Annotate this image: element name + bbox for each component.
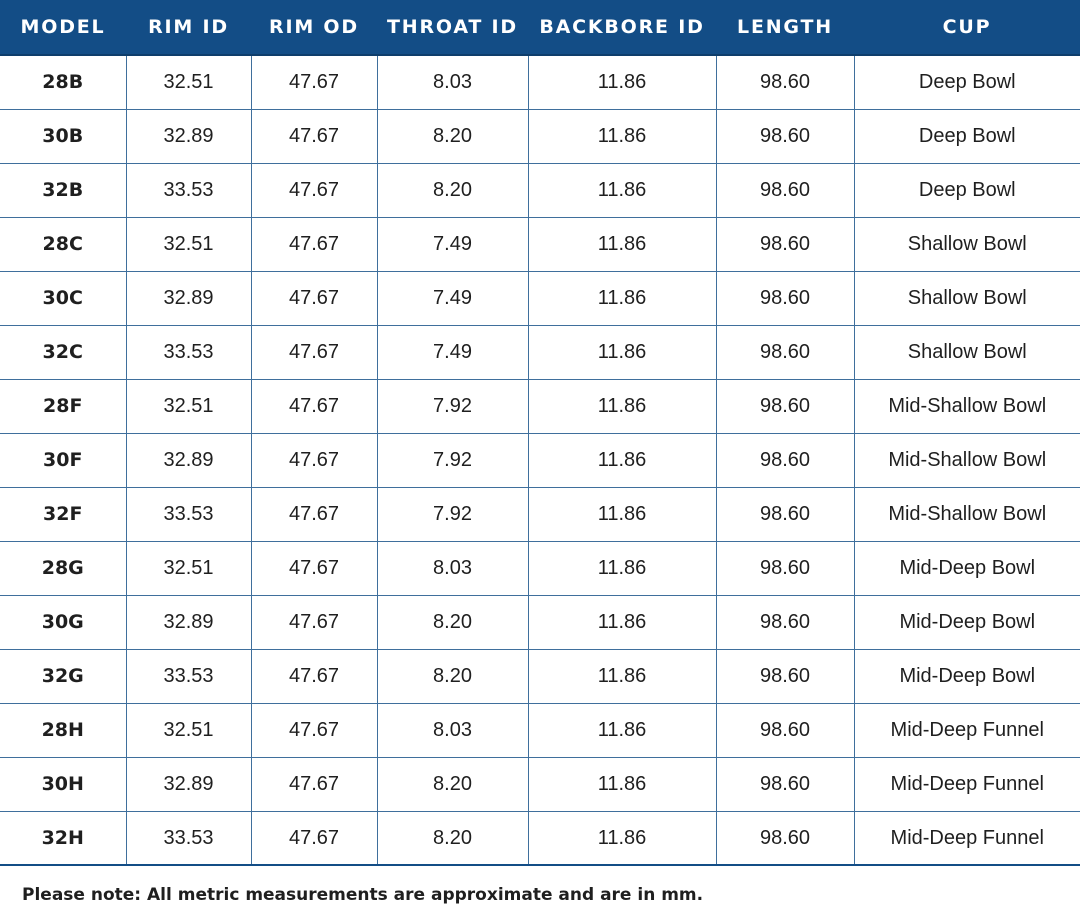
model-cell: 32G — [0, 649, 126, 703]
backbore-id-cell: 11.86 — [528, 541, 716, 595]
length-cell: 98.60 — [716, 757, 854, 811]
cup-cell: Mid-Deep Funnel — [854, 811, 1080, 865]
cup-cell: Mid-Deep Funnel — [854, 757, 1080, 811]
rim-od-cell: 47.67 — [251, 703, 377, 757]
cup-cell: Deep Bowl — [854, 55, 1080, 109]
model-cell: 30C — [0, 271, 126, 325]
backbore-id-cell: 11.86 — [528, 649, 716, 703]
rim-od-cell: 47.67 — [251, 541, 377, 595]
backbore-id-cell: 11.86 — [528, 379, 716, 433]
length-cell: 98.60 — [716, 163, 854, 217]
backbore-id-cell: 11.86 — [528, 109, 716, 163]
cup-cell: Mid-Deep Bowl — [854, 541, 1080, 595]
length-cell: 98.60 — [716, 217, 854, 271]
header-backbore-id: BACKBORE ID — [528, 0, 716, 55]
rim-id-cell: 33.53 — [126, 811, 251, 865]
throat-id-cell: 8.03 — [377, 703, 528, 757]
throat-id-cell: 7.49 — [377, 271, 528, 325]
length-cell: 98.60 — [716, 703, 854, 757]
cup-cell: Mid-Deep Bowl — [854, 649, 1080, 703]
cup-cell: Mid-Deep Bowl — [854, 595, 1080, 649]
cup-cell: Deep Bowl — [854, 163, 1080, 217]
rim-id-cell: 32.51 — [126, 379, 251, 433]
throat-id-cell: 7.92 — [377, 433, 528, 487]
rim-id-cell: 32.51 — [126, 217, 251, 271]
model-cell: 30F — [0, 433, 126, 487]
table-row — [0, 649, 1080, 703]
backbore-id-cell: 11.86 — [528, 271, 716, 325]
table-header — [0, 0, 1080, 55]
rim-id-cell: 33.53 — [126, 163, 251, 217]
length-cell: 98.60 — [716, 325, 854, 379]
backbore-id-cell: 11.86 — [528, 595, 716, 649]
table-body — [0, 55, 1080, 865]
table-row — [0, 595, 1080, 649]
table-row — [0, 109, 1080, 163]
model-cell: 28G — [0, 541, 126, 595]
length-cell: 98.60 — [716, 541, 854, 595]
cup-cell: Mid-Shallow Bowl — [854, 379, 1080, 433]
table-row — [0, 757, 1080, 811]
throat-id-cell: 8.20 — [377, 109, 528, 163]
backbore-id-cell: 11.86 — [528, 757, 716, 811]
table-row — [0, 703, 1080, 757]
backbore-id-cell: 11.86 — [528, 325, 716, 379]
rim-od-cell: 47.67 — [251, 433, 377, 487]
model-cell: 28F — [0, 379, 126, 433]
cup-cell: Mid-Shallow Bowl — [854, 433, 1080, 487]
rim-id-cell: 33.53 — [126, 487, 251, 541]
rim-id-cell: 32.89 — [126, 271, 251, 325]
length-cell: 98.60 — [716, 649, 854, 703]
header-model: MODEL — [0, 0, 126, 55]
table-row — [0, 487, 1080, 541]
throat-id-cell: 8.20 — [377, 649, 528, 703]
throat-id-cell: 8.20 — [377, 811, 528, 865]
header-cup: CUP — [854, 0, 1080, 55]
header-rim-id: RIM ID — [126, 0, 251, 55]
length-cell: 98.60 — [716, 109, 854, 163]
table-row — [0, 541, 1080, 595]
rim-od-cell: 47.67 — [251, 595, 377, 649]
header-throat-id: THROAT ID — [377, 0, 528, 55]
model-cell: 28C — [0, 217, 126, 271]
rim-id-cell: 32.51 — [126, 703, 251, 757]
throat-id-cell: 8.20 — [377, 757, 528, 811]
length-cell: 98.60 — [716, 595, 854, 649]
rim-od-cell: 47.67 — [251, 271, 377, 325]
backbore-id-cell: 11.86 — [528, 811, 716, 865]
model-cell: 32B — [0, 163, 126, 217]
backbore-id-cell: 11.86 — [528, 703, 716, 757]
rim-id-cell: 32.89 — [126, 109, 251, 163]
table-row — [0, 325, 1080, 379]
rim-id-cell: 32.89 — [126, 433, 251, 487]
footnote-text: Please note: All metric measurements are approximate and are in mm. — [22, 884, 704, 905]
rim-od-cell: 47.67 — [251, 109, 377, 163]
rim-od-cell: 47.67 — [251, 55, 377, 109]
model-cell: 30H — [0, 757, 126, 811]
model-cell: 30B — [0, 109, 126, 163]
rim-od-cell: 47.67 — [251, 487, 377, 541]
throat-id-cell: 8.03 — [377, 55, 528, 109]
table-row — [0, 55, 1080, 109]
model-cell: 32H — [0, 811, 126, 865]
cup-cell: Shallow Bowl — [854, 271, 1080, 325]
backbore-id-cell: 11.86 — [528, 487, 716, 541]
length-cell: 98.60 — [716, 811, 854, 865]
table-row — [0, 217, 1080, 271]
length-cell: 98.60 — [716, 55, 854, 109]
model-cell: 32F — [0, 487, 126, 541]
backbore-id-cell: 11.86 — [528, 217, 716, 271]
cup-cell: Mid-Shallow Bowl — [854, 487, 1080, 541]
header-rim-od: RIM OD — [251, 0, 377, 55]
backbore-id-cell: 11.86 — [528, 433, 716, 487]
rim-id-cell: 32.89 — [126, 757, 251, 811]
footnote — [0, 864, 1080, 923]
throat-id-cell: 7.92 — [377, 379, 528, 433]
rim-od-cell: 47.67 — [251, 811, 377, 865]
backbore-id-cell: 11.86 — [528, 55, 716, 109]
cup-cell: Mid-Deep Funnel — [854, 703, 1080, 757]
cup-cell: Deep Bowl — [854, 109, 1080, 163]
header-length: LENGTH — [716, 0, 854, 55]
backbore-id-cell: 11.86 — [528, 163, 716, 217]
table-row — [0, 811, 1080, 865]
rim-od-cell: 47.67 — [251, 757, 377, 811]
rim-id-cell: 32.51 — [126, 55, 251, 109]
model-cell: 28B — [0, 55, 126, 109]
rim-id-cell: 32.89 — [126, 595, 251, 649]
rim-id-cell: 33.53 — [126, 325, 251, 379]
model-cell: 32C — [0, 325, 126, 379]
throat-id-cell: 8.20 — [377, 595, 528, 649]
length-cell: 98.60 — [716, 487, 854, 541]
length-cell: 98.60 — [716, 379, 854, 433]
table-row — [0, 271, 1080, 325]
table-row — [0, 379, 1080, 433]
rim-id-cell: 32.51 — [126, 541, 251, 595]
throat-id-cell: 8.20 — [377, 163, 528, 217]
rim-od-cell: 47.67 — [251, 163, 377, 217]
header-row — [0, 0, 1080, 55]
throat-id-cell: 8.03 — [377, 541, 528, 595]
length-cell: 98.60 — [716, 433, 854, 487]
model-cell: 28H — [0, 703, 126, 757]
cup-cell: Shallow Bowl — [854, 217, 1080, 271]
throat-id-cell: 7.49 — [377, 217, 528, 271]
rim-od-cell: 47.67 — [251, 379, 377, 433]
table-row — [0, 163, 1080, 217]
rim-id-cell: 33.53 — [126, 649, 251, 703]
throat-id-cell: 7.92 — [377, 487, 528, 541]
cup-cell: Shallow Bowl — [854, 325, 1080, 379]
table-row — [0, 433, 1080, 487]
length-cell: 98.60 — [716, 271, 854, 325]
model-cell: 30G — [0, 595, 126, 649]
rim-od-cell: 47.67 — [251, 649, 377, 703]
rim-od-cell: 47.67 — [251, 217, 377, 271]
rim-od-cell: 47.67 — [251, 325, 377, 379]
throat-id-cell: 7.49 — [377, 325, 528, 379]
